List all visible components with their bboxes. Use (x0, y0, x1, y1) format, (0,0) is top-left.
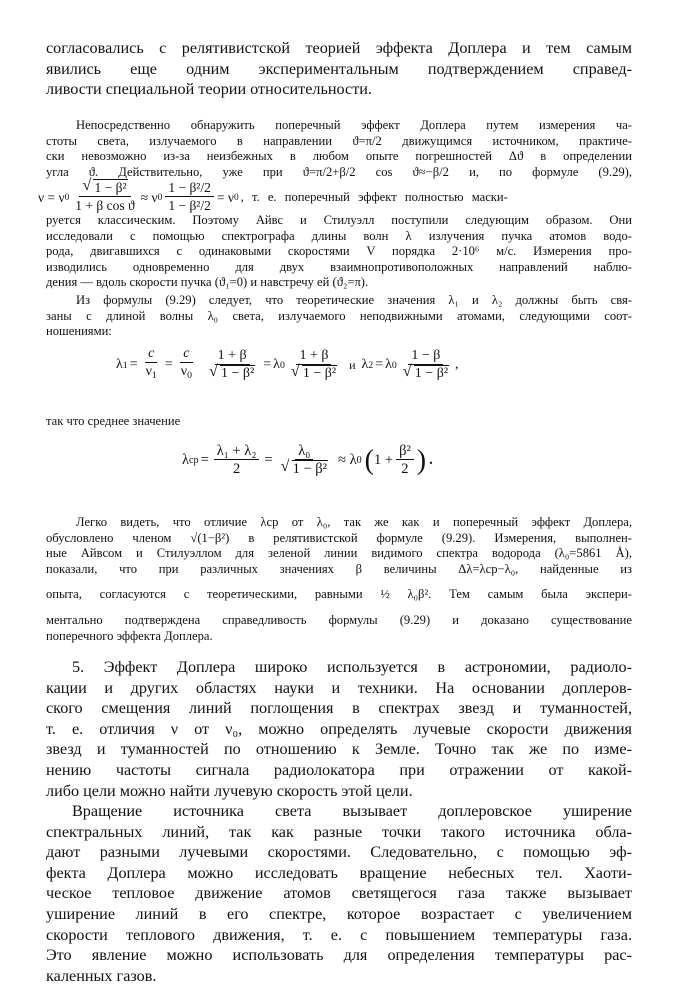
denominator: 2 (232, 461, 241, 477)
paragraph-intro (46, 38, 632, 100)
text-line: ского смещения линий поглощения в спектрах звезд и туманностей, (46, 699, 632, 718)
text-line: дения — вдоль скорости пучка (ϑ₁=0) и навстречу ей (ϑ₂=π). (46, 275, 369, 290)
text-line: согласовались с релятивистской теорией эффекта Доплера и тем самым (46, 39, 632, 57)
formula-term: ν = ν (38, 189, 65, 205)
paragraph-line-broadening (46, 801, 632, 986)
formula-punctuation: , (455, 357, 459, 373)
numerator: 1 − β (408, 348, 443, 365)
text-line: фекта Доплера можно исследовать вращение небесных тел. Хаоти- (46, 863, 632, 882)
radicand: 1 − β² (292, 461, 327, 477)
formula-lambda (116, 346, 459, 385)
text-line: дают разными лучевыми скоростями. Следовательно, с помощью эф- (46, 843, 632, 862)
text-line: показали, что при различных значениях β величины Δλ=λср−λ₀, найденные из (46, 561, 632, 576)
formula-term: λ (116, 357, 123, 373)
paragraph-verification (46, 515, 632, 645)
text-line: уширение линий в его спектре, которое возрастает с увеличением (46, 904, 632, 923)
formula-subscript: ср (189, 455, 199, 466)
formula-conjunction: и (349, 357, 356, 372)
text-line: ные Айвсом и Стилуэллом для зеленой линии видимого спектра водорода (λ₀=5861 Å), (46, 546, 632, 561)
fraction (400, 348, 452, 383)
numerator: 1 + β (296, 348, 331, 365)
square-root: √ 1 − β² (402, 362, 449, 381)
formula-term: λ (273, 357, 280, 373)
formula-operator: = (263, 357, 272, 373)
text-line: Вращение источника света вызывает доплеровское уширение (72, 802, 632, 820)
radicand: 1 − β² (94, 180, 127, 195)
fraction (206, 348, 258, 383)
formula-term: λ (385, 357, 392, 373)
text-line: поперечного эффекта Доплера. (46, 629, 213, 644)
text-line: исследовали с помощью спектрографа длины волн λ излучения пучка атомов водо- (46, 228, 632, 243)
fraction (178, 346, 195, 385)
denominator: ν (180, 364, 188, 379)
text-line: рода, двигавшихся с одинаковыми скоростями V порядка 2·10⁶ м/с. Измерения про- (46, 244, 632, 259)
fraction (278, 443, 331, 478)
square-root: √ 1 − β² (209, 362, 255, 381)
text-mean-intro (46, 414, 632, 430)
paragraph-theoretical-values (46, 293, 632, 340)
square-root: √ 1 − β² (290, 362, 337, 381)
numerator: λ₁ + λ₂ (214, 443, 260, 460)
formula-subscript: 2 (368, 359, 374, 371)
numerator: 1 − β²/2 (165, 180, 214, 197)
text-line: звезд и туманностей по отношению к Земле. Точно так же по изме- (46, 740, 632, 759)
text-line: нению частоты сигнала радиолокатора при отражении от какой- (46, 760, 632, 779)
text-line: ски невозможно из-за неизбежных в любом опыте погрешностей Δϑ в определении (46, 149, 632, 164)
formula-operator: = (164, 357, 173, 373)
formula-term: λ (182, 452, 190, 468)
paragraph-transverse-doppler (46, 118, 632, 180)
square-root: √ 1 − β² (280, 458, 327, 477)
paragraph-applications (46, 657, 632, 801)
text-line: ливости специальной теории относительности. (46, 80, 372, 99)
numerator: 1 + β (215, 348, 250, 365)
text-line: изводились одновременно для двух взаимнопротивоположных направлений наблю- (46, 259, 632, 274)
formula-subscript: 1 (151, 369, 157, 381)
numerator: c (145, 346, 157, 363)
radicand: 1 − β² (221, 365, 255, 381)
formula-subscript: 0 (391, 359, 397, 371)
text-line: опыта, согласуются с теоретическими, равными ½ λ₀β². Тем самым была экспери- (46, 587, 632, 602)
formula-nu (38, 177, 508, 215)
fraction (288, 348, 340, 383)
denominator: ν (145, 364, 152, 379)
text-line: , т. е. поперечный эффект полностью маски- (240, 190, 508, 204)
text-line: так что среднее значение (46, 414, 181, 428)
paragraph-ives-stilwell (46, 213, 632, 291)
fraction (143, 346, 160, 385)
formula-punctuation: . (429, 452, 433, 468)
text-line: ческое тепловое движение атомов светящегося газа также вызывает (46, 884, 632, 903)
text-line: Легко видеть, что отличие λср от λ₀, так же как и поперечный эффект Доплера, (76, 515, 632, 529)
formula-subscript: 0 (64, 192, 70, 203)
text-line: заны с длиной волны λ₀ света, излучаемого неподвижными атомами, следующими соот- (46, 308, 632, 323)
fraction (396, 443, 414, 478)
formula-term: ≈ ν (140, 189, 158, 205)
text-line: Это явление можно использовать для определения температуры рас- (46, 946, 632, 965)
formula-operator: = (375, 357, 384, 373)
denominator: 1 + β cos ϑ (75, 198, 135, 213)
formula-subscript: 0 (356, 455, 362, 466)
formula-subscript: 0 (157, 192, 163, 203)
formula-subscript: 1 (122, 359, 128, 371)
text-line: явились еще одним экспериментальным подтверждением справед- (46, 59, 632, 78)
formula-term: λ (361, 357, 369, 373)
numerator: c (180, 346, 192, 363)
formula-subscript: 0 (187, 369, 193, 381)
fraction (214, 443, 260, 478)
text-line: руется классическим. Поэтому Айвс и Стилуэлл поступили следующим образом. Они (46, 213, 632, 227)
text-line: Из формулы (9.29) следует, что теоретические значения λ₁ и λ₂ должны быть свя- (76, 293, 632, 307)
text-line: либо цели можно найти лучевую скорость этой цели. (46, 781, 413, 800)
text-line: 5. Эффект Доплера широко используется в астрономии, радиоло- (72, 658, 632, 676)
text-line: кации и других областях науки и техники. На основании доплеров- (46, 678, 632, 697)
text-line: скорости теплового движения, т. е. с повышением температуры газа. (46, 925, 632, 944)
formula-term: ≈ λ (337, 452, 357, 468)
text-line: угла ϑ. Действительно, уже при ϑ=π/2+β/2 cos ϑ≈−β/2 и, по формуле (9.29), (46, 164, 632, 179)
radicand: 1 − β² (302, 365, 337, 381)
denominator: 2 (401, 461, 409, 477)
formula-subscript: 0 (233, 192, 239, 203)
text-line: т. е. отличия ν от ν₀, можно определять лучевые скорости движения (46, 719, 632, 738)
text-line: Непосредственно обнаружить поперечный эффект Доплера путем измерения ча- (76, 118, 632, 132)
formula-subscript: 0 (279, 359, 285, 371)
text-line: обусловлено членом √(1−β²) в релятивистской формуле (9.29). Измерения, выполнен- (46, 530, 632, 545)
fraction (72, 177, 137, 215)
text-line: ношениями: (46, 324, 112, 339)
fraction (165, 180, 214, 215)
formula-term: 1 + (374, 452, 394, 468)
numerator: λ₀ (295, 443, 313, 460)
formula-operator: = (129, 357, 138, 373)
formula-term: = ν (216, 189, 234, 205)
numerator: β² (396, 443, 414, 460)
denominator: 1 − β²/2 (168, 198, 211, 213)
formula-mean: λ ср = $\frac{\text{λ₁ + λ₂}}{2}$ = λ₀ √ 1 − β² ≈ λ 0 ( 1 + $\frac{\text{β²}}{2}$ ) . (182, 443, 433, 477)
square-root: √ 1 − β² (82, 177, 127, 195)
text-line: ментально подтверждена справедливость формулы (9.29) и доказано существование (46, 613, 632, 628)
text-line: спектральных линий, так как разные точки такого источника обла- (46, 822, 632, 841)
text-line: стоты света, излучаемого в направлении ϑ=π/2 движущимся источником, практиче- (46, 133, 632, 148)
radicand: 1 − β² (414, 365, 449, 381)
text-line: каленных газов. (46, 966, 157, 985)
